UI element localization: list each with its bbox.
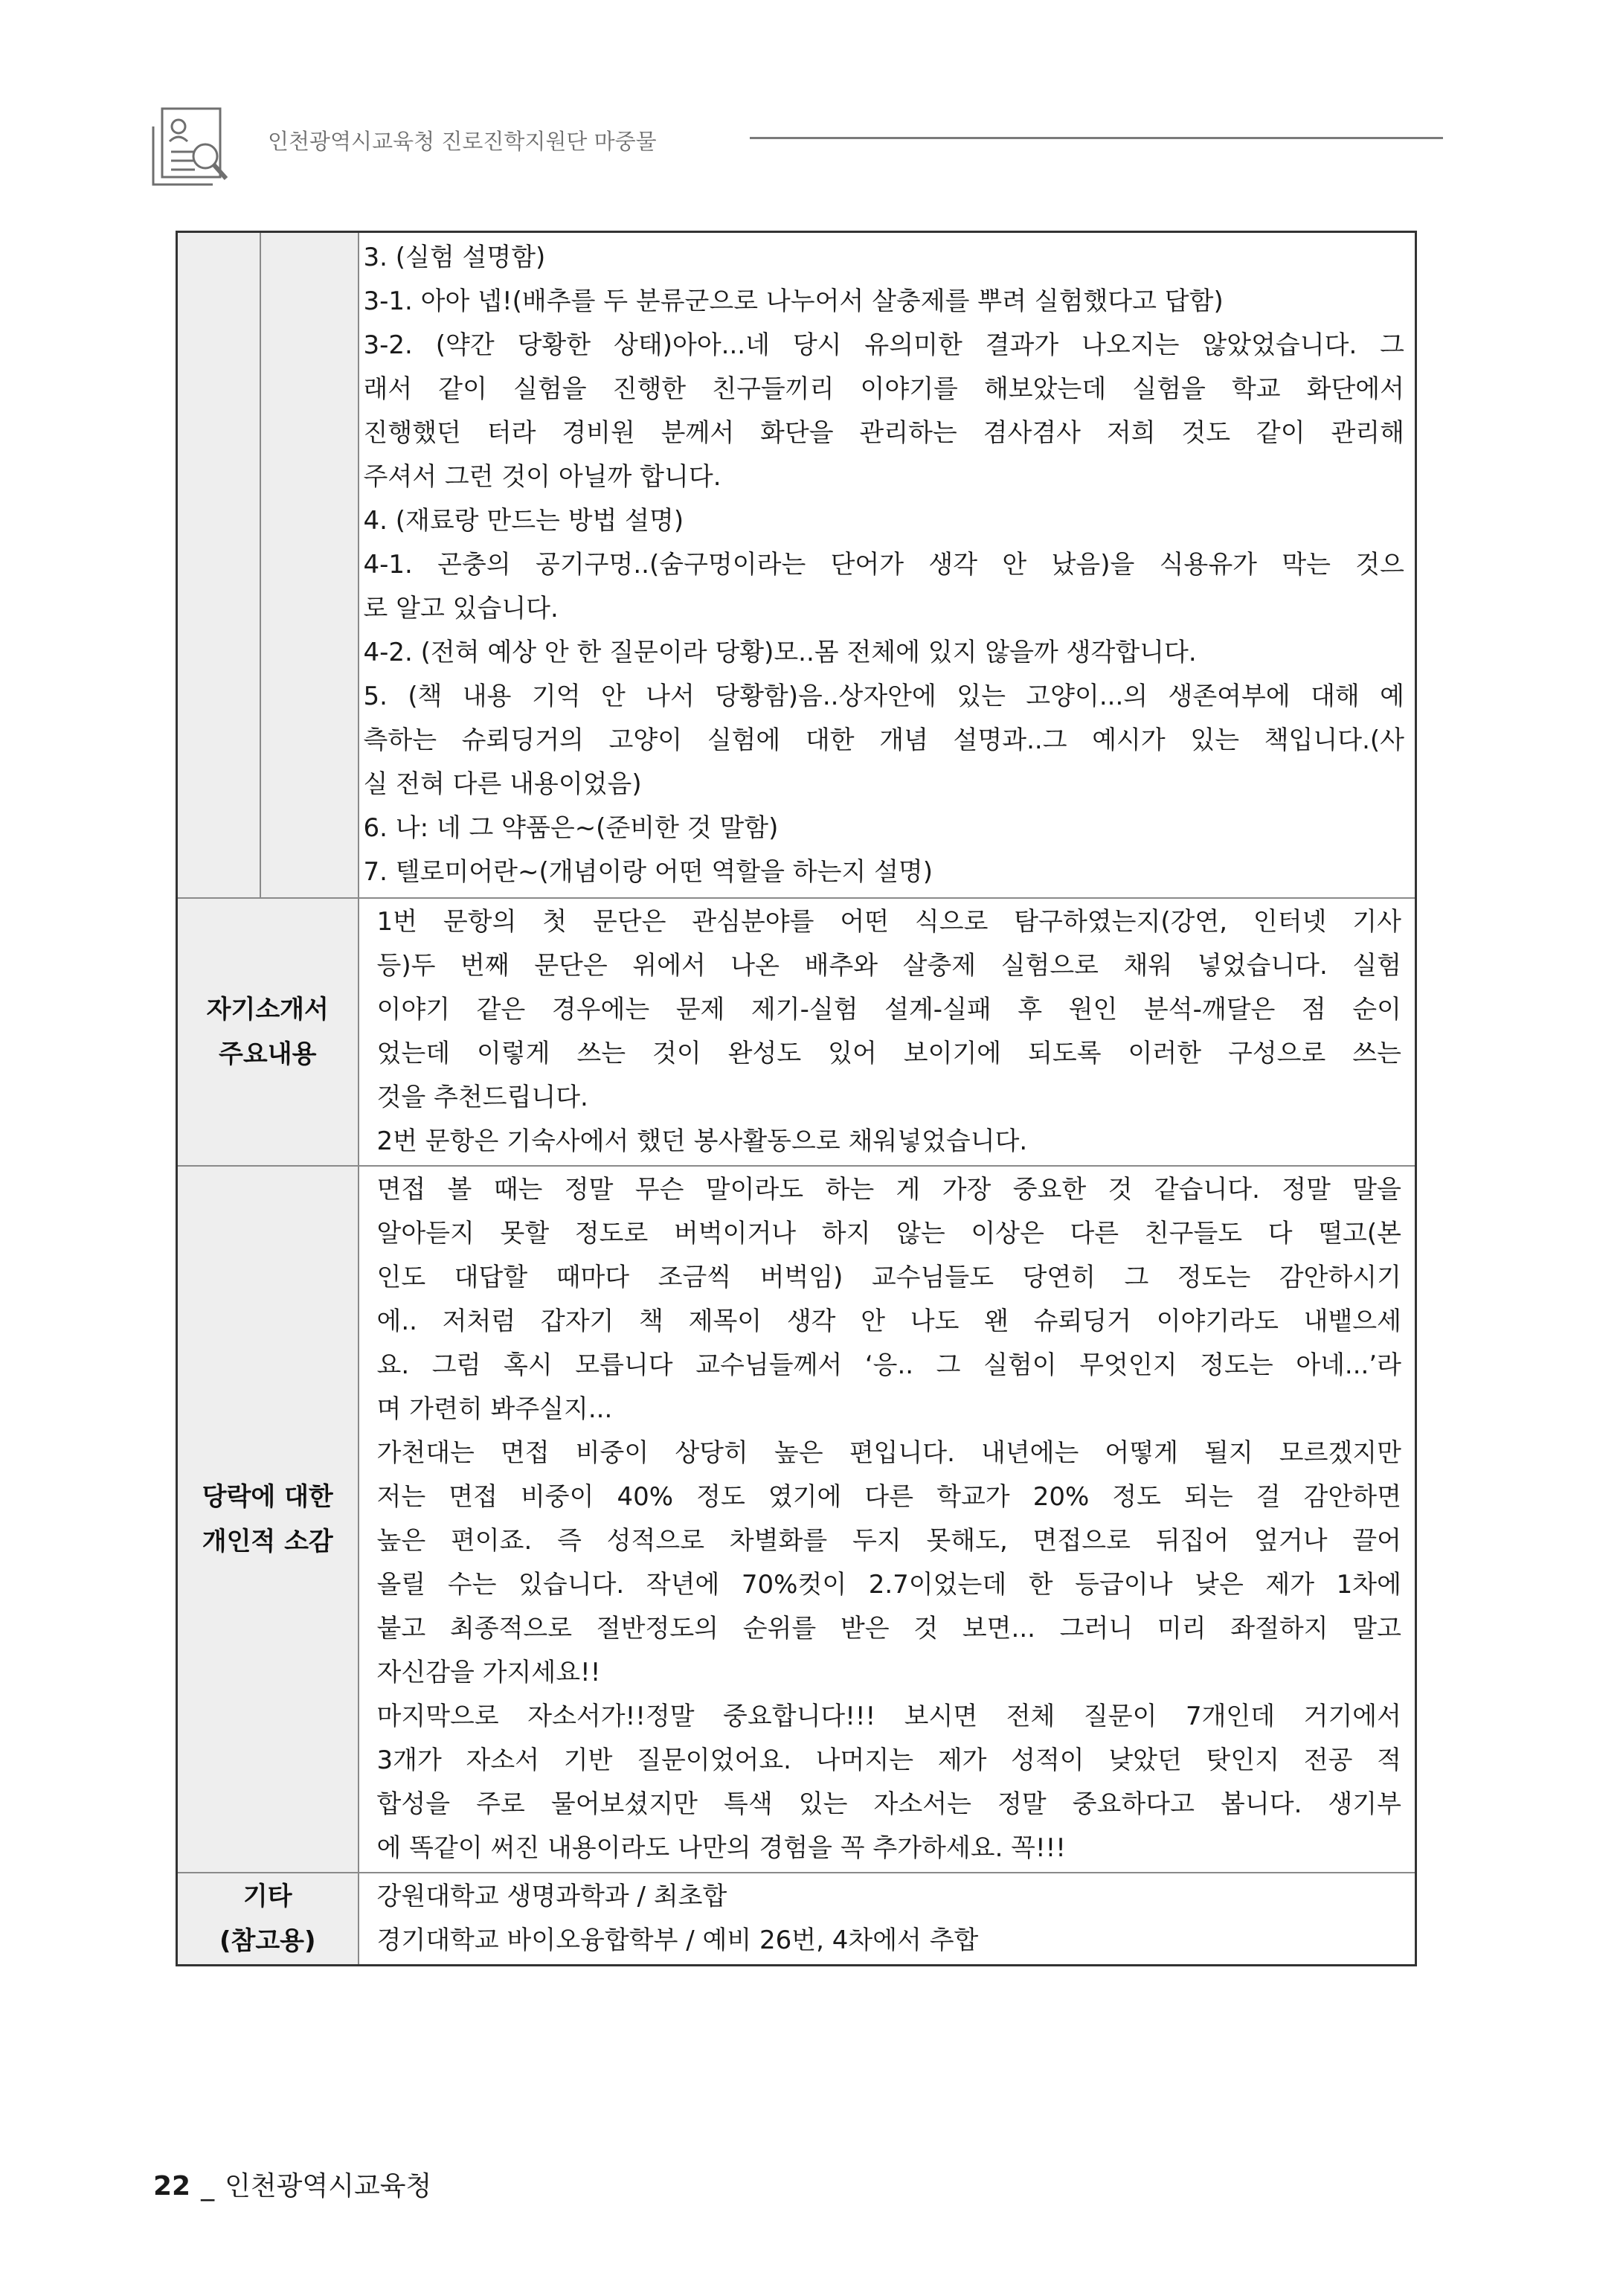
interview-answers-cell: [359, 232, 1416, 899]
text-line: 며 가련히 봐주실지...: [376, 1394, 613, 1424]
row-label-line: 주요내용: [219, 1039, 317, 1069]
row-label-line: 개인적 소감: [202, 1527, 333, 1556]
text-line: 4-1. 곤충의 공기구멍..(숨구멍이라는 단어가 생각 안 났음)을 식용유가 막는 것으: [363, 550, 1404, 580]
header-title: 인천광역시교육청 진로진학지원단 마중물: [268, 129, 657, 154]
text-line: 인도 대답할 때마다 조금씩 버벅임) 교수님들도 당연히 그 정도는 감안하시기: [376, 1263, 1401, 1292]
footer-publisher: 인천광역시교육청: [225, 2171, 432, 2202]
text-line: 합성을 주로 물어보셨지만 특색 있는 자소서는 정말 중요하다고 봅니다. 생기부: [376, 1789, 1401, 1819]
text-line: 로 알고 있습니다.: [363, 594, 559, 623]
text-line: 알아듣지 못할 정도로 버벅이거나 하지 않는 이상은 다른 친구들도 다 떨고(본: [376, 1219, 1401, 1248]
header-divider: [750, 137, 1443, 139]
text-line: 붙고 최종적으로 절반정도의 순위를 받은 것 보면... 그러니 미리 좌절하지 말고: [376, 1614, 1401, 1644]
text-line: 이야기 같은 경우에는 문제 제기-실험 설계-실패 후 원인 분석-깨달은 점 순이: [376, 995, 1401, 1024]
row-label-line: 당락에 대한: [202, 1482, 333, 1512]
row-label-line: (참고용): [219, 1926, 316, 1956]
text-line: 6. 나: 네 그 약품은~(준비한 것 말함): [363, 813, 779, 843]
table-row: [177, 898, 1416, 1166]
text-line: 가천대는 면접 비중이 상당히 높은 편입니다. 내년에는 어떻게 될지 모르겠지만: [376, 1438, 1401, 1468]
text-line: 저는 면접 비중이 40% 정도 였기에 다른 학교가 20% 정도 되는 걸 감안하면: [376, 1482, 1401, 1512]
etc-content-cell: [359, 1873, 1416, 1966]
empty-label-cell: [177, 232, 260, 899]
text-line: 진행했던 터라 경비원 분께서 화단을 관리하는 겸사겸사 저희 것도 같이 관리해: [363, 418, 1404, 448]
text-line: 래서 같이 실험을 진행한 친구들끼리 이야기를 해보았는데 실험을 학교 화단에서: [363, 374, 1404, 404]
text-line: 요. 그럼 혹시 모릅니다 교수님들께서 ‘응.. 그 실험이 무엇인지 정도는 아네...’라: [376, 1350, 1401, 1380]
table-row: [177, 1166, 1416, 1873]
document-magnifier-icon: [149, 104, 232, 187]
text-line: 경기대학교 바이오융합학부 / 예비 26번, 4차에서 추합: [376, 1925, 979, 1955]
text-line: 높은 편이죠. 즉 성적으로 차별화를 두지 못해도, 면접으로 뒤집어 엎거나 끌어: [376, 1526, 1401, 1556]
text-line: 마지막으로 자소서가!!정말 중요합니다!!! 보시면 전체 질문이 7개인데 거기에서: [376, 1702, 1401, 1731]
page-number: 22: [153, 2171, 191, 2202]
text-line: 었는데 이렇게 쓰는 것이 완성도 있어 보이기에 되도록 이러한 구성으로 쓰는: [376, 1039, 1401, 1068]
table-row: [177, 1873, 1416, 1966]
text-line: 에.. 저처럼 갑자기 책 제목이 생각 안 나도 왠 슈뢰딩거 이야기라도 내뱉으세: [376, 1306, 1401, 1336]
row-label-personal-impression: [177, 1166, 359, 1873]
text-line: 3-1. 아아 넵!(배추를 두 분류군으로 나누어서 살충제를 뿌려 실험했다고 답함): [363, 286, 1224, 316]
text-line: 등)두 번째 문단은 위에서 나온 배추와 살충제 실험으로 채워 넣었습니다. 실험: [376, 951, 1401, 981]
text-line: 5. (책 내용 기억 안 나서 당황함)음..상자안에 있는 고양이...의 생존여부에 대해 예: [363, 682, 1404, 711]
empty-sublabel-cell: [260, 232, 359, 899]
page-footer: [153, 2165, 431, 2203]
row-label-line: 자기소개서: [206, 995, 329, 1024]
text-line: 2번 문항은 기숙사에서 했던 봉사활동으로 채워넣었습니다.: [376, 1126, 1028, 1156]
text-line: 7. 텔로미어란~(개념이랑 어떤 역할을 하는지 설명): [363, 857, 933, 887]
cover-letter-content-cell: [359, 898, 1416, 1166]
text-line: 4-2. (전혀 예상 안 한 질문이라 당황)모..몸 전체에 있지 않을까 생각합니다.: [363, 638, 1197, 667]
text-line: 것을 추천드립니다.: [376, 1083, 588, 1112]
text-line: 올릴 수는 있습니다. 작년에 70%컷이 2.7이었는데 한 등급이나 낮은 제가 1차에: [376, 1570, 1401, 1600]
interview-review-table: [176, 231, 1417, 1966]
footer-separator: _: [201, 2171, 215, 2202]
text-line: 4. (재료랑 만드는 방법 설명): [363, 506, 684, 536]
text-line: 면접 볼 때는 정말 무슨 말이라도 하는 게 가장 중요한 것 같습니다. 정말 말을: [376, 1175, 1401, 1205]
page-header: [149, 104, 1443, 193]
personal-impression-content-cell: [359, 1166, 1416, 1873]
table-row: [177, 232, 1416, 899]
row-label-line: 기타: [242, 1882, 292, 1911]
row-label-cover-letter: [177, 898, 359, 1166]
text-line: 3개가 자소서 기반 질문이었어요. 나머지는 제가 성적이 낮았던 탓인지 전공 적: [376, 1745, 1401, 1775]
text-line: 1번 문항의 첫 문단은 관심분야를 어떤 식으로 탐구하였는지(강연, 인터넷 기사: [376, 907, 1401, 937]
text-line: 에 똑같이 써진 내용이라도 나만의 경험을 꼭 추가하세요. 꼭!!!: [376, 1833, 1066, 1863]
text-line: 주셔서 그런 것이 아닐까 합니다.: [363, 462, 721, 492]
row-label-etc: [177, 1873, 359, 1966]
text-line: 강원대학교 생명과학과 / 최초합: [376, 1882, 727, 1911]
text-line: 자신감을 가지세요!!: [376, 1658, 601, 1687]
text-line: 3-2. (약간 당황한 상태)아아...네 당시 유의미한 결과가 나오지는 않았었습니다. 그: [363, 330, 1404, 360]
text-line: 실 전혀 다른 내용이었음): [363, 769, 642, 799]
text-line: 3. (실험 설명함): [363, 243, 546, 272]
text-line: 측하는 슈뢰딩거의 고양이 실험에 대한 개념 설명과..그 예시가 있는 책입니다.(사: [363, 725, 1404, 755]
